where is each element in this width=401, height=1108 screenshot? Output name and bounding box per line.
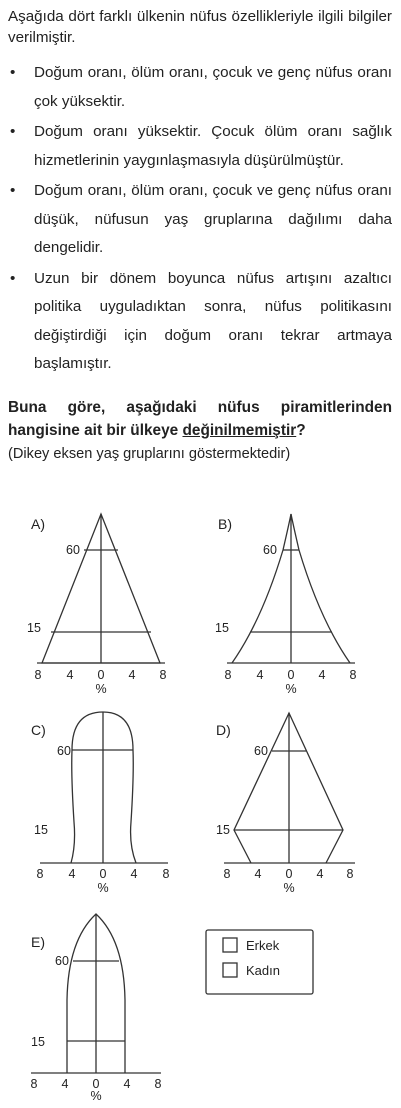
question-stem: Buna göre, aşağıdaki nüfus piramitlerinden hangisine ait bir ülkeye değinilmemiştir? <box>8 399 392 439</box>
option-b-age-60: 60 <box>263 543 277 557</box>
bullet-marker: • <box>10 182 16 199</box>
option-b-age-15: 15 <box>215 621 229 635</box>
option-d-age-15: 15 <box>216 823 230 837</box>
option-b-tick-label: 8 <box>224 668 232 682</box>
option-d-tick-label: 8 <box>223 867 231 881</box>
option-b-tick-label: 4 <box>318 668 326 682</box>
option-a-age-15: 15 <box>27 621 41 635</box>
intro-text: Aşağıda dört farklı ülkenin nüfus özellikleriyle ilgili bilgiler verilmiştir. <box>8 8 392 46</box>
option-a-tick-label: 8 <box>159 668 167 682</box>
option-a-label: A) <box>31 516 45 532</box>
option-a-chart <box>37 514 165 663</box>
option-e-tick-label: 0 <box>92 1077 100 1091</box>
option-a-tick-label: 8 <box>34 668 42 682</box>
option-e-tick-label: 4 <box>61 1077 69 1091</box>
option-a-tick-label: 0 <box>97 668 105 682</box>
option-c-tick-label: 0 <box>99 867 107 881</box>
option-b-tick-label: 0 <box>287 668 295 682</box>
option-d-tick-label: 8 <box>346 867 354 881</box>
option-c-age-60: 60 <box>57 744 71 758</box>
option-b-tick-label: 8 <box>349 668 357 682</box>
bullet-item: • Doğum oranı yüksektir. Çocuk ölüm oranı sağlık hizmetlerinin yaygınlaşmasıyla düşürülmüştür. <box>4 118 392 175</box>
option-d-tick-label: 4 <box>254 867 262 881</box>
underlined-keyword: değinilmemiştir <box>182 422 297 439</box>
option-e-chart <box>31 914 161 1073</box>
option-a-unit: % <box>95 682 107 696</box>
option-b-chart <box>227 514 355 663</box>
option-e-label: E) <box>31 934 45 950</box>
bullet-item: • Uzun bir dönem boyunca nüfus artışını azaltıcı politika uyguladıktan sonra, nüfus politikasını değiştirdiği için doğum oranı tekrar artmaya başlamıştır. <box>4 265 392 379</box>
pyramid-figures <box>0 500 401 1100</box>
option-c-tick-label: 4 <box>130 867 138 881</box>
bullet-list <box>4 59 392 381</box>
option-d-tick-label: 0 <box>285 867 293 881</box>
option-a-age-60: 60 <box>66 543 80 557</box>
option-d-tick-label: 4 <box>316 867 324 881</box>
option-c-tick-label: 8 <box>162 867 170 881</box>
option-d-chart <box>224 713 355 863</box>
option-e-age-60: 60 <box>55 954 69 968</box>
option-c-tick-label: 4 <box>68 867 76 881</box>
option-d-label: D) <box>216 722 231 738</box>
option-d-unit: % <box>283 881 295 895</box>
option-b-tick-label: 4 <box>256 668 264 682</box>
option-b-unit: % <box>285 682 297 696</box>
bullet-marker: • <box>10 269 16 287</box>
option-c-chart <box>40 712 168 863</box>
option-a-tick-label: 4 <box>128 668 136 682</box>
option-e-unit: % <box>90 1089 102 1100</box>
bullet-item: • Doğum oranı, ölüm oranı, çocuk ve genç nüfus oranı düşük, nüfusun yaş gruplarına dağılımı daha dengelidir. <box>4 177 392 263</box>
bullet-marker: • <box>10 64 16 81</box>
option-e-tick-label: 4 <box>123 1077 131 1091</box>
option-e-tick-label: 8 <box>154 1077 162 1091</box>
legend-swatch-erkek <box>223 938 237 952</box>
legend-label-erkek: Erkek <box>246 938 280 953</box>
option-d-age-60: 60 <box>254 744 268 758</box>
option-c-label: C) <box>31 722 46 738</box>
axis-note: (Dikey eksen yaş gruplarını göstermektedir) <box>8 446 291 462</box>
option-b-label: B) <box>218 516 232 532</box>
option-c-unit: % <box>97 881 109 895</box>
bullet-marker: • <box>10 123 16 140</box>
legend-swatch-kadin <box>223 963 237 977</box>
legend-label-kadin: Kadın <box>246 963 280 978</box>
bullet-item: • Doğum oranı, ölüm oranı, çocuk ve genç nüfus oranı çok yüksektir. <box>4 59 392 116</box>
option-a-tick-label: 4 <box>66 668 74 682</box>
option-c-age-15: 15 <box>34 823 48 837</box>
option-e-age-15: 15 <box>31 1035 45 1049</box>
option-c-tick-label: 8 <box>36 867 44 881</box>
option-e-tick-label: 8 <box>30 1077 38 1091</box>
